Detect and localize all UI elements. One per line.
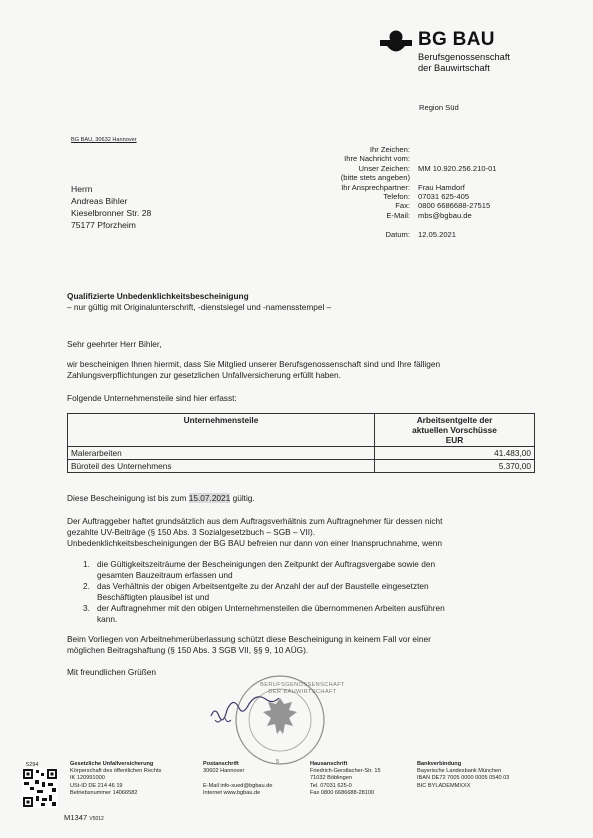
footer-heading: Hausanschrift [310, 761, 348, 767]
meta-label: Ihr Zeichen: [369, 145, 410, 154]
recipient-salutation: Herrn [71, 184, 93, 194]
letter-date: 12.05.2021 [418, 230, 457, 240]
paragraph-line: gezahlte UV-Beiträge (§ 150 Abs. 3 Sozialgesetzbuch – SGB – VII). [67, 527, 316, 537]
phone-number: 07031 625-405 [418, 191, 470, 201]
list-line: der Auftragnehmer mit den obigen Unternehmensteilen die übernommenen Arbeiten ausführen [97, 603, 445, 613]
meta-label: Datum: [385, 230, 410, 240]
region-label: Region Süd [419, 103, 459, 112]
footer-heading: Gesetzliche Unfallversicherung [70, 761, 154, 767]
recipient-address [71, 183, 151, 231]
list-line: kann. [97, 614, 118, 624]
recipient-name: Andreas Bihler [71, 196, 128, 206]
logo-name: BG BAU [418, 29, 495, 50]
meta-label: E-Mail: [386, 210, 410, 220]
subject-title: Qualifizierte Unbedenklichkeitsbescheinigung [67, 291, 249, 301]
company-units-table [67, 413, 535, 473]
table-cell-value: 41.483,00 [375, 447, 535, 460]
form-code-number: M1347 [64, 813, 88, 822]
meta-values [418, 145, 568, 240]
paragraph-line: Zahlungsverpflichtungen zur gesetzlichen Unfallversicherung erfüllt haben. [67, 370, 341, 380]
validity-suffix: gültig. [230, 493, 255, 503]
table-cell-unit: Malerarbeiten [68, 447, 375, 460]
meta-label: Fax: [395, 201, 410, 211]
table-header-wages-line: aktuellen Vorschüsse [412, 425, 497, 435]
footer-email[interactable]: E-Mail info-sued@bgbau.de [203, 782, 273, 789]
footer-heading: Postanschrift [203, 761, 239, 767]
footer-line: USt-ID DE 214 46 19 [70, 782, 123, 789]
form-code-version: V5012 [89, 816, 104, 822]
footer-insurance [70, 761, 161, 797]
footer-line: 30602 Hannover [203, 768, 245, 775]
footer-heading: Bankverbindung [417, 761, 462, 767]
meta-value [418, 145, 568, 154]
list-item [83, 559, 543, 581]
meta-label: Unser Zeichen: [358, 163, 410, 173]
table-row [68, 447, 535, 460]
table-row [68, 460, 535, 473]
seal-text: BERUFSGENOSSENSCHAFT DER BAUWIRTSCHAFT [260, 682, 345, 696]
salutation: Sehr geehrter Herr Bihler, [67, 339, 162, 349]
footer-line: Tel. 07031 625-0 [310, 782, 352, 789]
meta-label: (bitte stets angeben) [340, 173, 410, 183]
paragraph-liability [67, 516, 547, 549]
list-number: 3. [83, 603, 90, 613]
list-item [83, 603, 543, 625]
paragraph-line: wir bescheinigen Ihnen hiermit, dass Sie Mitglied unserer Berufsgenossenschaft sind und Ihre fälligen [67, 359, 441, 369]
meta-value [418, 173, 568, 182]
meta-value [418, 154, 568, 163]
footer-line: Fax 0800 6686688-28100 [310, 789, 375, 796]
email-address: mbs@bgbau.de [418, 210, 472, 220]
qr-code-icon [22, 768, 58, 808]
footer-address [310, 761, 381, 797]
fax-number: 0800 6686688-27515 [418, 201, 491, 211]
validity-date: 15.07.2021 [188, 493, 231, 503]
list-number: 1. [83, 559, 90, 569]
footer-line: IK 120991000 [70, 775, 105, 782]
logo-subtitle-line-1: Berufsgenossenschaft [418, 52, 510, 62]
list-number: 2. [83, 581, 90, 591]
paragraph-line: Beim Vorliegen von Arbeitnehmerüberlassung schützt diese Bescheinigung in keinem Fall vor einer [67, 634, 431, 644]
paragraph-units-intro: Folgende Unternehmensteile sind hier erfasst: [67, 393, 237, 403]
footer-line: BIC BYLADEMMXXX [417, 782, 471, 789]
footer-bank [417, 761, 509, 790]
table-cell-unit: Büroteil des Unternehmens [68, 460, 375, 473]
list-line: gesamten Bauzeitraum erfassen und [97, 570, 233, 580]
closing-greeting: Mit freundlichen Grüßen [67, 667, 157, 677]
form-code [64, 813, 104, 822]
footer-line: Bayerische Landesbank München [417, 768, 502, 775]
paragraph-leasing [67, 634, 547, 656]
conditions-list [83, 559, 543, 625]
validity-sentence [67, 493, 255, 504]
table-header-row [68, 414, 535, 447]
recipient-city: 75177 Pforzheim [71, 220, 136, 230]
seal-number: 5 [276, 759, 280, 765]
meta-labels [300, 145, 410, 240]
footer-line: IBAN DE72 7005 0000 0005 0540 03 [417, 775, 510, 782]
footer-postal [203, 761, 272, 797]
contact-person: Frau Hamdorf [418, 182, 465, 192]
meta-label: Telefon: [383, 192, 410, 202]
footer-line [203, 775, 272, 782]
list-line: Beschäftigten plausibel ist und [97, 592, 210, 602]
list-item [83, 581, 543, 603]
footer-website[interactable]: Internet www.bgbau.de [203, 789, 261, 796]
list-line: das Verhältnis der obigen Arbeitsentgelte zu der Anzahl der auf der Baustelle eingesetzten [97, 581, 429, 591]
footer-line: 71032 Böblingen [310, 775, 352, 782]
table-header-wages [375, 414, 535, 447]
sender-line: BG BAU, 30632 Hannover [71, 137, 137, 143]
bg-bau-logo-mark [380, 30, 412, 54]
reference-number: MM 10.920.256.210-01 [418, 163, 497, 173]
logo-subtitle [418, 52, 510, 74]
meta-label: Ihre Nachricht vom: [344, 154, 410, 164]
logo-subtitle-line-2: der Bauwirtschaft [418, 63, 490, 73]
validity-prefix: Diese Bescheinigung ist bis zum [67, 493, 189, 503]
footer-line: Friedrich-Gerstlacher-Str. 15 [310, 768, 381, 775]
subject-subtitle: – nur gültig mit Originalunterschrift, -dienstsiegel und -namensstempel – [67, 302, 332, 312]
paragraph-line: möglichen Beitragshaftung (§ 150 Abs. 3 SGB VII, §§ 9, 10 AÜG). [67, 645, 309, 655]
footer-line: Betriebsnummer 14066582 [70, 789, 138, 796]
paragraph-membership [67, 359, 547, 381]
paragraph-line: Unbedenklichkeitsbescheinigungen der BG BAU befreien nur dann von einer Inanspruchnahme, wenn [67, 538, 442, 548]
table-cell-value: 5.370,00 [375, 460, 535, 473]
table-header-wages-line: Arbeitsentgelte der [416, 415, 493, 425]
footer-line: Körperschaft des öffentlichen Rechts [70, 768, 162, 775]
recipient-street: Kieselbronner Str. 28 [71, 208, 152, 218]
paragraph-line: Der Auftraggeber haftet grundsätzlich aus dem Auftragsverhältnis zum Auftragnehmer für dessen nicht [67, 516, 443, 526]
document-number: 5294 [26, 762, 39, 768]
table-header-wages-line: EUR [445, 435, 464, 445]
list-line: die Gültigkeitszeiträume der Bescheinigungen den Zeitpunkt der Auftragsvergabe sowie den [97, 559, 436, 569]
meta-label: Ihr Ansprechpartner: [341, 182, 410, 192]
table-header-units: Unternehmensteile [68, 414, 375, 447]
